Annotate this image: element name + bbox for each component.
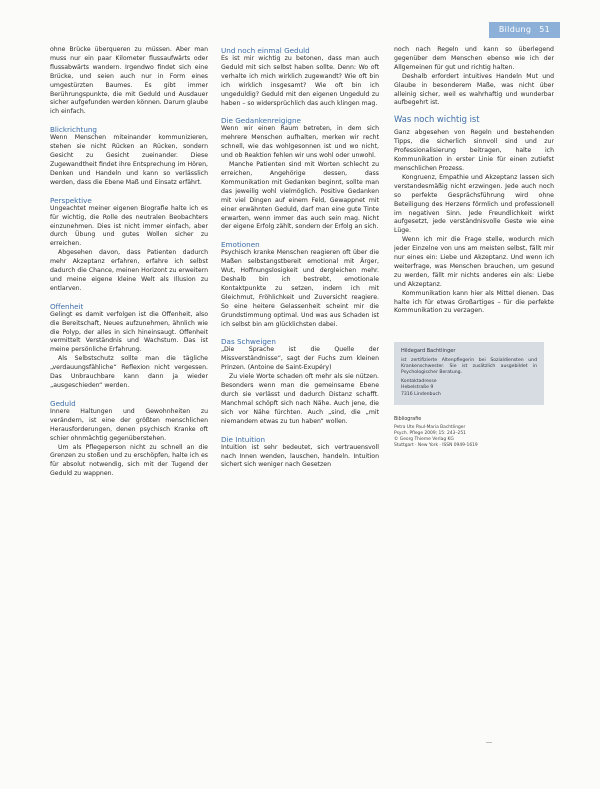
bibliography-line: © Georg Thieme Verlag KG: [394, 436, 454, 442]
contact-address-line: Hebelstraße 9: [401, 385, 434, 391]
bibliography-line: Psych. Pflege 2009; 15: 243–251: [394, 430, 466, 436]
bibliography-title: Bibliografie: [394, 416, 422, 422]
page-divider-mark: [486, 742, 492, 743]
paragraph: Intuition ist sehr bedeutet, sich vertrauensvoll nach Innen wenden, lauschen, handeln. Intuition sichert sich weniger nach Gesetzen: [221, 443, 379, 469]
paragraph: Kongruenz, Empathie und Akzeptanz lassen sich verstandesmäßig nicht erzwingen. Jede auch noch so perfekte Gesprächsführung wird ohne Beteiligung des Herzens förmlich und professionell im negativen Sinn. Jede Freundlichkeit wirkt aufgesetzt, jede verständnisvolle Geste wie eine Lüge.: [394, 173, 554, 235]
paragraph: Gelingt es damit verfolgen ist die Offenheit, also die Bereitschaft, Neues aufzunehmen, ähnlich wie die Polyp, der alles in sich hineinsaugt. Offenheit vermittelt Verständnis und Wachstum. Das ist meine persönliche Erfahrung.: [50, 310, 208, 354]
contact-label: Kontaktadresse: [401, 379, 437, 385]
page-number: 51: [539, 25, 550, 34]
paragraph: Wenn Menschen miteinander kommunizieren, stehen sie nicht Rücken an Rücken, sondern Gesicht zu Gesicht zueinander. Diese Zugewandtheit findet ihre Entsprechung im Hören, Denken und Handeln und kann so verlässlich werden, dass die Ebene Maß und Einsatz erfährt.: [50, 134, 208, 186]
section-heading: Die Intuition: [221, 434, 266, 444]
section-heading: Das Schweigen: [221, 337, 276, 347]
paragraph: Zu viele Worte schaden oft mehr als sie nützen. Besonders wenn man die gemeinsame Ebene durch sie verlässt und dadurch Distanz schafft. Manchmal schöpft sich nach Nähe. Auch jene, die sich vor Nähe fürchten. Auch „sind, die „mit niemandem etwas zu tun haben“ wollen.: [221, 373, 379, 425]
paragraph: Wenn wir einen Raum betreten, in dem sich mehrere Menschen aufhalten, merken wir recht schnell, wie das wohlgesonnen ist und wo nicht, und ob Reaktion fehlen wir uns wohl oder unwohl.: [221, 125, 379, 160]
section-heading: Perspektive: [50, 195, 92, 205]
section-heading-large: Was noch wichtig ist: [394, 114, 480, 125]
paragraph: Um als Pflegeperson nicht zu schnell an die Grenzen zu stoßen und zu erschöpfen, halte ich es für absolut notwendig, sich mit der Tugend der Geduld zu wappnen.: [50, 443, 208, 478]
section-heading: Die Gedankenreigigne: [221, 116, 301, 126]
paragraph: Ganz abgesehen von Regeln und bestehenden Tipps, die sicherlich sinnvoll sind und zur Professionalisierung beitragen, halte ich Kommunikation in erster Linie für einen zutiefst menschlichen Prozess.: [394, 129, 554, 172]
column-middle: [221, 46, 379, 756]
paragraph: Innere Haltungen und Gewohnheiten zu verändern, ist eine der größten menschlichen Herausforderungen, denen psychisch Kranke oft schier ohnmächtig gegenüberstehen.: [50, 407, 208, 442]
paragraph: noch nach Regeln und kann so überlegend gegenüber dem Menschen ebenso wie ich der Allgemeinen für gut und richtig halten.: [394, 46, 554, 71]
paragraph: Manche Patienten sind mit Worten schlecht zu erreichen, Angehörige dessen, dass Kommunikation mit Gedanken beginnt, sollte man das jeweilig wohl vielmöglich. Positive Gedanken mit viel Dingen auf einem Feld, Gewappnet mit einer erwähnten Geduld, darf man eine gute Tinte erwarten, wenn immer das auch sein mag. Nicht der eigene Erfolg zählt, sondern der Erfolg an sich.: [221, 161, 379, 231]
section-heading: Offenheit: [50, 301, 84, 311]
section-label: Bildung: [498, 25, 532, 34]
section-tab: [489, 22, 560, 38]
author-name: Hildegard Bachtlinger: [401, 348, 456, 355]
paragraph: Als Selbstschutz sollte man die tägliche „verdauungsfähliche“ Reflexion nicht vergessen. Das Unbrauchbare kann dann ja wieder „ausgeschieden“ werden.: [50, 355, 208, 389]
paragraph: Ungeachtet meiner eigenen Biografie halte ich es für wichtig, die Rolle des neutralen Beobachters einzunehmen. Dies ist nicht immer einfach, aber durch Übung und gutes Wollen sicher zu erreichen.: [50, 204, 208, 248]
column-right: [394, 46, 554, 756]
paragraph: Deshalb erfordert intuitives Handeln Mut und Glaube in besonderem Maße, was nicht über alleinig sicher, weil es wahrhaftig und wunderbar aufbegehrt ist.: [394, 72, 554, 107]
paragraph: ohne Brücke überqueren zu müssen. Aber man muss nur ein paar Kilometer flussaufwärts oder flussabwärts wandern. Irgendwo findet sich eine Brücke, und seien auch nur in Form eines umgestürzten Baumes. Es gibt immer Berührungspunkte, die mit Geduld und Ausdauer sicher aufgefunden werden können. Darum glaube ich einfach.: [50, 46, 208, 116]
bibliography-line: Stuttgart · New York · ISSN 0949-1619: [394, 442, 478, 448]
paragraph: Es ist mir wichtig zu betonen, dass man auch Geduld mit sich selbst haben sollte. Denn: Wo oft verhalte ich mich wirklich zugewandt? Wie oft bin ich wirklich insgesamt? Wie oft bin ich ungeduldig? Geduld mit den eigenen Ungeduld zu haben – so widersprüchlich das auch klingen mag.: [221, 55, 379, 107]
paragraph: Abgesehen davon, dass Patienten dadurch mehr Akzeptanz erfahren, erfahre ich selbst dadurch die Chance, meinen Horizont zu erweitern und meine eigene kleine Welt als Illusion zu entlarven.: [50, 249, 208, 292]
section-heading: Emotionen: [221, 240, 260, 250]
paragraph: Kommunikation kann hier als Mittel dienen. Das halte ich für etwas Großartiges – für die perfekte Kommunikation zu verzagen.: [394, 289, 554, 315]
author-infobox: [394, 342, 544, 404]
section-heading: Und noch einmal Geduld: [221, 46, 310, 55]
contact-address-line: 7316 Lindenbuch: [401, 391, 441, 397]
section-heading: Geduld: [50, 398, 76, 408]
author-description: ist zertifizierte Altenpflegerin bei Sozialdiensten und Krankenschwester. Sie ist zusätzlich ausgebildet in Psychologischer Beratung.: [401, 357, 537, 375]
bibliography: [394, 417, 544, 449]
section-heading: Blickrichtung: [50, 125, 97, 135]
column-left: [50, 46, 208, 756]
paragraph: Wenn ich mir die Frage stelle, wodurch mich jeder Einzelne von uns am meisten selbst, fällt mir nur eines ein: Liebe und Akzeptanz. Und wenn ich weiterfrage, was Menschen brauchen, um gesund zu werden, fällt mir nichts anderes ein als: Liebe und Akzeptanz.: [394, 236, 554, 288]
bibliography-line: Petra Ute Paul-Maria Bachtlinger: [394, 424, 466, 430]
paragraph: Psychisch kranke Menschen reagieren oft über die Maßen selbstangstbereit emotional mit Ärger, Wut, Hoffnungslosigkeit und dergleichen mehr. Deshalb bin ich bestrebt, emotionale Kontaktpunkte zu setzen, indem ich mit Gleichmut, Fröhlichkeit und Zuversicht reagiere. So eine heitere Gelassenheit scheint mir die Grundstimmung optimal. Und was aus Schaden ist ich selbst bin am glücklichsten dabei.: [221, 249, 379, 328]
quote-paragraph: „Die Sprache ist die Quelle der Missverständnisse“, sagt der Fuchs zum kleinen Prinzen. (Antoine de Saint-Exupéry): [221, 346, 379, 372]
